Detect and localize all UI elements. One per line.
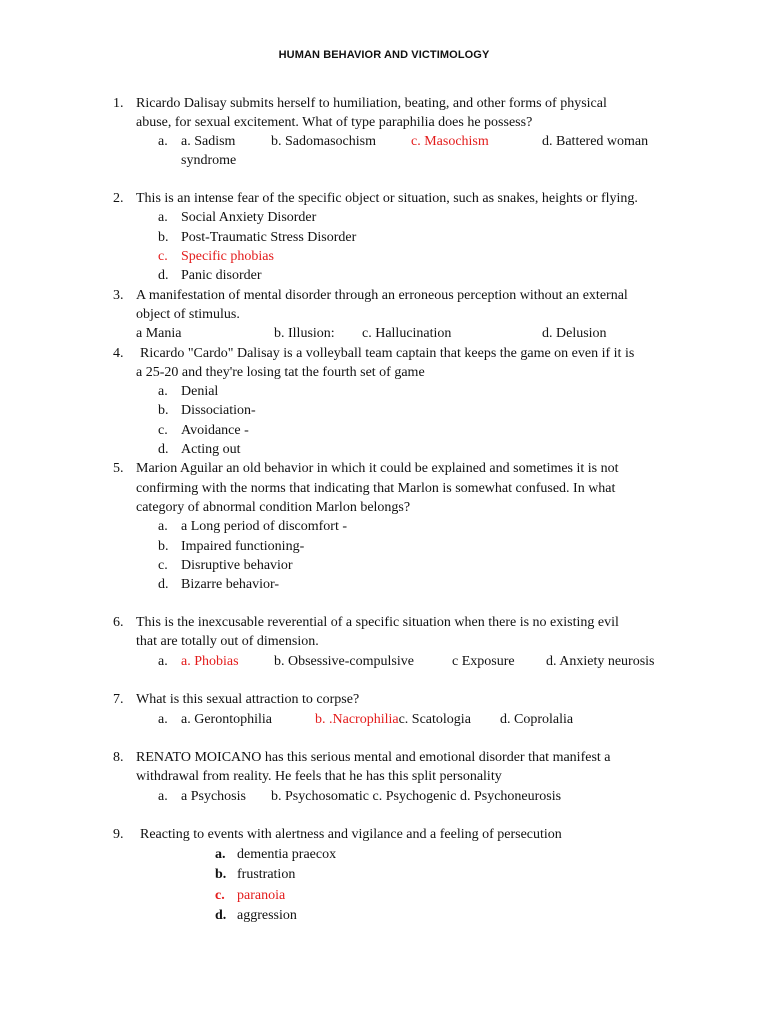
choice-c-answer: Specific phobias xyxy=(181,249,274,264)
choice-a: dementia praecox xyxy=(237,847,337,862)
question-number: 5. xyxy=(113,461,124,476)
choice-letter: c. xyxy=(158,558,168,573)
choice-d: Acting out xyxy=(181,442,241,457)
choice-letter: b. xyxy=(158,539,169,554)
choice-d: d. Delusion xyxy=(542,326,607,341)
choice-a: a Psychosis xyxy=(181,789,246,804)
choice-letter: d. xyxy=(158,442,169,457)
question-number: 3. xyxy=(113,288,124,303)
choice-b: frustration xyxy=(237,867,296,882)
question-text-line: Ricardo "Cardo" Dalisay is a volleyball team captain that keeps the game on even if it is xyxy=(140,346,635,361)
choice-a: Denial xyxy=(181,384,219,399)
choice-letter: a. xyxy=(158,210,168,225)
question-text-line: category of abnormal condition Marlon belongs? xyxy=(136,500,411,515)
choice-list-letter: a. xyxy=(158,712,168,727)
choice-b: b. Illusion: xyxy=(274,326,335,341)
choice-d: d. Battered woman xyxy=(542,134,649,149)
choice-b: b. Obsessive-compulsive xyxy=(274,654,414,669)
choice-letter: d. xyxy=(158,577,169,592)
question-text-line: a 25-20 and they're losing tat the fourth set of game xyxy=(136,365,425,380)
question-number: 6. xyxy=(113,615,124,630)
choice-c-answer: c. Masochism xyxy=(411,134,489,149)
choice-c: Disruptive behavior xyxy=(181,558,293,573)
choice-list-letter: a. xyxy=(158,134,168,149)
question-text-line: object of stimulus. xyxy=(136,307,240,322)
choice-c: Avoidance - xyxy=(181,423,249,438)
choice-b: Dissociation- xyxy=(181,403,256,418)
choice-c: c Exposure xyxy=(452,654,515,669)
choice-c-answer: paranoia xyxy=(237,888,286,903)
question-text-line: This is an intense fear of the specific object or situation, such as snakes, heights or flying. xyxy=(136,191,638,206)
question-number: 7. xyxy=(113,692,124,707)
choice-letter: a. xyxy=(215,847,226,862)
question-number: 4. xyxy=(113,346,124,361)
question-text-line: Reacting to events with alertness and vigilance and a feeling of persecution xyxy=(140,827,562,842)
choice-d: d. Anxiety neurosis xyxy=(546,654,655,669)
question-number: 1. xyxy=(113,96,124,111)
choice-a: a. Gerontophilia xyxy=(181,712,272,727)
question-text-line: RENATO MOICANO has this serious mental and emotional disorder that manifest a xyxy=(136,750,611,765)
question-number: 2. xyxy=(113,191,124,206)
choice-letter: b. xyxy=(158,230,169,245)
question-text-line: that are totally out of dimension. xyxy=(136,634,319,649)
choice-letter: d. xyxy=(215,908,227,923)
question-text-line: withdrawal from reality. He feels that he has this split personality xyxy=(136,769,502,784)
choice-b: b. Sadomasochism xyxy=(271,134,376,149)
question-text-line: A manifestation of mental disorder through an erroneous perception without an external xyxy=(136,288,628,303)
choice-list-letter: a. xyxy=(158,654,168,669)
question-number: 9. xyxy=(113,827,124,842)
choice-a: Social Anxiety Disorder xyxy=(181,210,317,225)
question-number: 8. xyxy=(113,750,124,765)
choice-letter: c. xyxy=(158,423,168,438)
choice-a: a Long period of discomfort - xyxy=(181,519,348,534)
choice-letter: c. xyxy=(215,888,225,903)
choice-d: Panic disorder xyxy=(181,268,262,283)
choice-d: d. Coprolalia xyxy=(500,712,574,727)
choice-letter: a. xyxy=(158,519,168,534)
choice-a: a Mania xyxy=(136,326,182,341)
choice-letter: b. xyxy=(215,867,227,882)
question-text-line: What is this sexual attraction to corpse? xyxy=(136,692,360,707)
choice-letter: a. xyxy=(158,384,168,399)
document-title: HUMAN BEHAVIOR AND VICTIMOLOGY xyxy=(278,49,490,61)
question-text-line: confirming with the norms that indicating that Marlon is somewhat confused. In what xyxy=(136,481,616,496)
choices-b-c-d: b. Psychosomatic c. Psychogenic d. Psychoneurosis xyxy=(271,789,562,804)
question-text-line: Ricardo Dalisay submits herself to humiliation, beating, and other forms of physical xyxy=(136,96,607,111)
choice-a: a. Sadism xyxy=(181,134,236,149)
choice-list-letter: a. xyxy=(158,789,168,804)
choice-letter: c. xyxy=(158,249,168,264)
choice-letter: b. xyxy=(158,403,169,418)
choice-letter: d. xyxy=(158,268,169,283)
choice-b: Impaired functioning- xyxy=(181,539,305,554)
choice-a-answer: a. Phobias xyxy=(181,654,239,669)
choice-d: Bizarre behavior- xyxy=(181,577,280,592)
question-text-line: Marion Aguilar an old behavior in which it could be explained and sometimes it is not xyxy=(136,461,619,476)
choice-d-continued: syndrome xyxy=(181,153,237,168)
choice-d: aggression xyxy=(237,908,297,923)
question-text-line: This is the inexcusable reverential of a specific situation when there is no existing evil xyxy=(136,615,619,630)
question-text-line: abuse, for sexual excitement. What of type paraphilia does he possess? xyxy=(136,115,533,130)
choice-c: c. Scatologia xyxy=(398,712,471,727)
choice-c: c. Hallucination xyxy=(362,326,452,341)
choice-b: Post-Traumatic Stress Disorder xyxy=(181,230,357,245)
choice-b-answer: b. .Nacrophilia xyxy=(315,712,399,727)
